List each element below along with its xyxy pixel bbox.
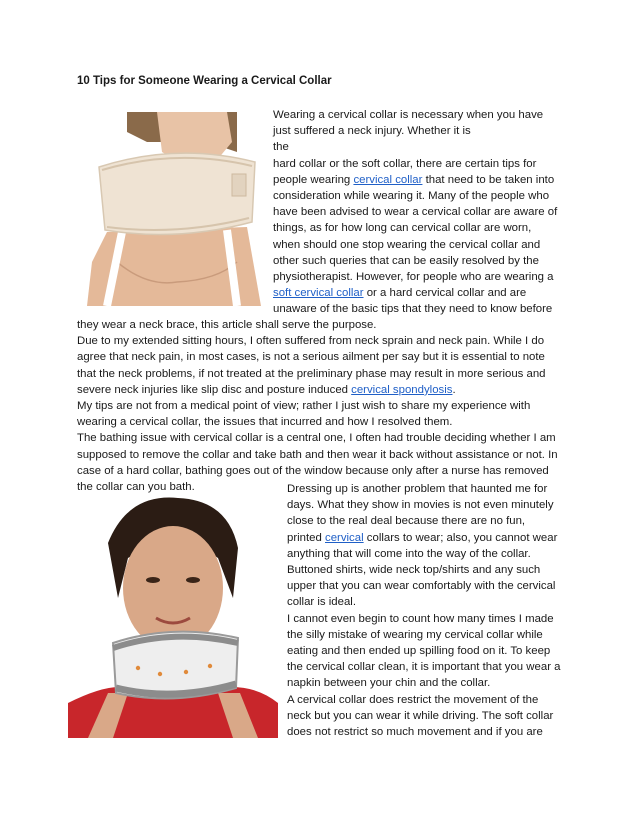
text-line: physiotherapist. However, for people who are wearing a	[273, 271, 554, 284]
text-line: supposed to remove the collar and take bath and then wear it back without assistance or not. In	[77, 448, 558, 461]
text-line: eating and then ended up spilling food on it. To keep	[287, 645, 551, 658]
text-line: that the neck problems, if not treated at the preliminary phase may result in more serious and	[77, 367, 546, 380]
text-line: I cannot even begin to count how many times I made	[287, 612, 554, 625]
text-line: collar is ideal.	[287, 596, 357, 609]
text-line: they wear a neck brace, this article shall serve the purpose.	[77, 319, 377, 331]
text-line: does not restrict so much movement and if you are	[287, 726, 543, 739]
text-line: other such queries that can be easily resolved by the	[273, 254, 539, 267]
text-line: when should one stop wearing the cervical collar and	[273, 238, 541, 251]
text-line: neck but you can wear it while driving. The soft collar	[287, 709, 554, 722]
cervical-collar-link[interactable]: cervical collar	[353, 173, 423, 186]
text-line: wearing a cervical collar, the issues that incurred and how I resolved them.	[77, 416, 453, 429]
text-line: hard collar or the soft collar, there are certain tips for	[273, 157, 537, 170]
body-paragraph	[77, 317, 558, 495]
text-line: just suffered a neck injury. Whether it is	[273, 125, 471, 138]
text-line: the silly mistake of wearing my cervical collar while	[287, 628, 543, 641]
text-line: Dressing up is another problem that haunted me for	[287, 483, 548, 495]
text-line: upper that you can wear comfortably with the cervical	[287, 580, 556, 593]
cervical-spondylosis-link[interactable]: cervical spondylosis	[351, 383, 453, 396]
text-line: people wearing cervical collar that need to be taken into	[273, 173, 555, 186]
text-line: agree that neck pain, in most cases, is not a serious ailment per say but it is essential to note	[77, 351, 545, 364]
text-line: anything that will come into the way of the collar.	[287, 547, 531, 560]
text-line: Wearing a cervical collar is necessary when you have	[273, 109, 544, 121]
soft-cervical-collar-link[interactable]: soft cervical collar	[273, 287, 364, 300]
text-line: the collar can you bath.	[77, 481, 195, 494]
text-line: Buttoned shirts, wide neck top/shirts and any such	[287, 564, 541, 577]
hard-collar-photo	[68, 488, 278, 738]
text-line: napkin between your chin and the collar.	[287, 677, 491, 690]
text-line: unaware of the basic tips that they need to know before	[273, 303, 553, 316]
text-line: soft cervical collar or a hard cervical collar and are	[273, 287, 527, 300]
text-line: Due to my extended sitting hours, I often suffered from neck sprain and neck pain. While I do	[77, 335, 545, 348]
text-line: have been advised to wear a cervical collar are aware of	[273, 206, 558, 219]
text-line: the cervical collar clean, it is important that you wear a	[287, 661, 561, 674]
intro-paragraph	[273, 107, 557, 318]
tips-paragraph	[287, 481, 561, 740]
text-line: printed cervical collars to wear; also, you cannot wear	[287, 531, 558, 544]
soft-collar-photo	[87, 112, 261, 306]
text-line: The bathing issue with cervical collar is a central one, I often had trouble deciding whether I am	[77, 432, 556, 445]
text-line: consideration while wearing it. Many of the people who	[273, 190, 550, 203]
text-line: the	[273, 141, 289, 154]
text-line: things, as for how long can cervical collar are worn,	[273, 222, 532, 235]
text-line: close to the real deal because there are no fun,	[287, 515, 526, 528]
text-line: days. What they show in movies is not even minutely	[287, 499, 554, 512]
cervical-link[interactable]: cervical	[325, 531, 364, 544]
text-line: A cervical collar does restrict the movement of the	[287, 693, 539, 706]
text-line: My tips are not from a medical point of view; rather I just wish to share my experience with	[77, 400, 531, 413]
page-title: 10 Tips for Someone Wearing a Cervical Collar	[77, 75, 332, 87]
text-line: case of a hard collar, bathing goes out of the window because only after a nurse has removed	[77, 464, 549, 477]
text-line: severe neck injuries like slip disc and posture induced cervical spondylosis.	[77, 383, 456, 396]
